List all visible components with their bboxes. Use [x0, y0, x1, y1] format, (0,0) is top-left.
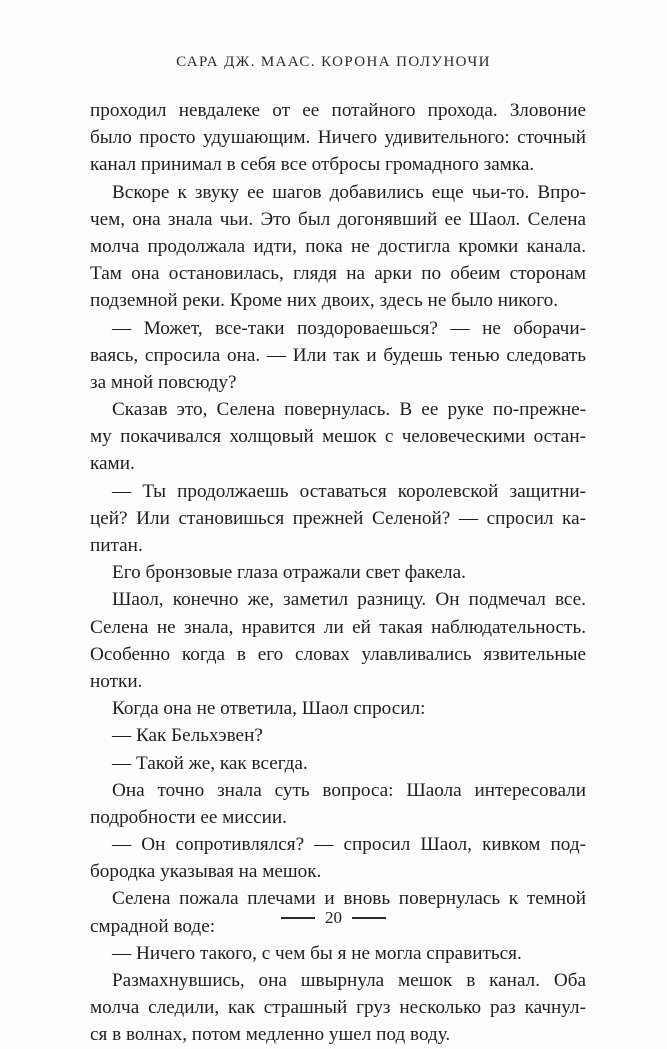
text-line: Селена пожала плечами и вновь повернулась к темной: [112, 888, 586, 910]
text-line: Вскоре к звуку ее шагов добавились еще чьи-то. Впро-: [112, 181, 586, 203]
text-line: Сказав это, Селена повернулась. В ее руке по-прежне-: [112, 399, 586, 421]
text-line: чем, она знала чьи. Это был догонявший ее Шаол. Селена: [90, 208, 586, 230]
text-line: подробности ее миссии.: [90, 806, 287, 828]
text-line: молча следили, как страшный груз несколько раз качнул-: [90, 997, 586, 1019]
text-line: — Может, все-таки поздороваешься? — не оборачи-: [112, 317, 586, 339]
text-line: — Ты продолжаешь оставаться королевской защитни-: [112, 480, 586, 502]
page-number: 20: [325, 908, 342, 927]
text-line: Когда она не ответила, Шаол спросил:: [112, 698, 426, 720]
text-line: проходил невдалеке от ее потайного прохода. Зловоние: [90, 100, 586, 121]
text-line: — Как Бельхэвен?: [112, 725, 263, 747]
text-line: — Такой же, как всегда.: [112, 752, 308, 774]
text-line: питан.: [90, 535, 143, 556]
text-line: за мной повсюду?: [90, 371, 237, 393]
text-line: Его бронзовые глаза отражали свет факела.: [112, 562, 466, 584]
text-line: Она точно знала суть вопроса: Шаола интересовали: [112, 779, 586, 801]
text-line: ся в волнах, потом медленно ушел под воду.: [90, 1024, 451, 1046]
text-line: было просто удушающим. Ничего удивительного: сточный: [90, 127, 586, 149]
text-line: нотки.: [90, 670, 143, 692]
text-line: канал принимал в себя все отбросы громадного замка.: [90, 154, 535, 176]
text-line: Селена не знала, нравится ли ей такая наблюдательность.: [90, 616, 586, 638]
text-line: — Он сопротивлялся? — спросил Шаол, кивком под-: [112, 834, 586, 856]
text-line: Шаол, конечно же, заметил разницу. Он подмечал все.: [112, 589, 586, 611]
text-line: бородка указывая на мешок.: [90, 861, 322, 883]
text-line: цей? Или становишься прежней Селеной? — спросил ка-: [90, 507, 586, 529]
text-line: подземной реки. Кроме них двоих, здесь не было никого.: [90, 290, 559, 312]
text-line: ками.: [90, 453, 135, 475]
text-line: смрадной воде:: [90, 915, 216, 937]
text-line: ваясь, спросила она. — Или так и будешь тенью следовать: [90, 344, 586, 366]
text-line: — Ничего такого, с чем бы я не могла справиться.: [112, 942, 522, 964]
running-header: САРА ДЖ. МААС. КОРОНА ПОЛУНОЧИ: [176, 54, 491, 70]
text-line: Там она остановилась, глядя на арки по обеим сторонам: [90, 263, 586, 285]
text-line: Особенно когда в его словах улавливались язвительные: [90, 643, 586, 665]
text-line: Размахнувшись, она швырнула мешок в канал. Оба: [112, 970, 586, 991]
folio-rule-right: [352, 917, 386, 918]
folio-rule-left: [281, 917, 315, 918]
text-line: молча продолжала идти, пока не достигла кромки канала.: [90, 235, 586, 257]
page-folio: [0, 905, 667, 931]
text-line: му покачивался холщовый мешок с человеческими остан-: [90, 426, 586, 448]
